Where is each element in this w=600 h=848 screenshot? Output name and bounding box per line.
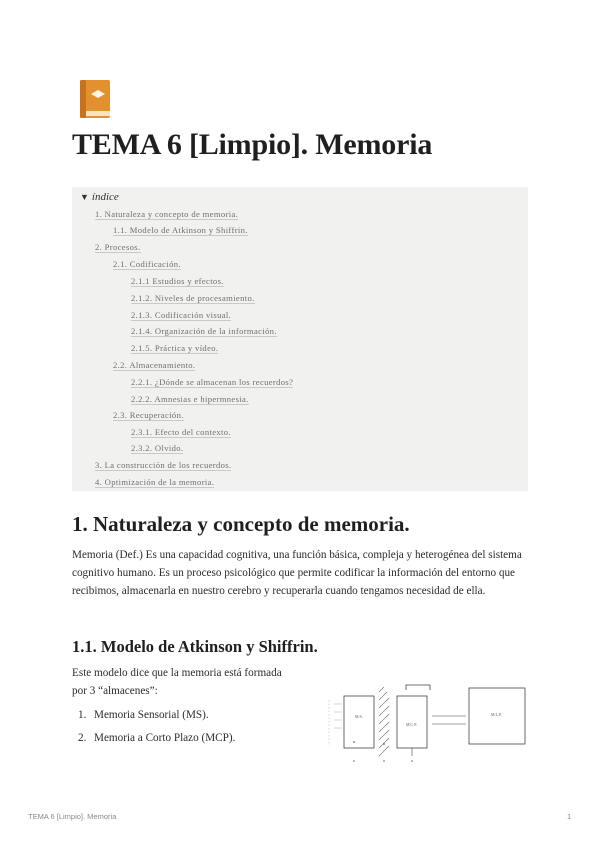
toc-link[interactable]: 2.1.2. Niveles de procesamiento. <box>131 293 255 303</box>
toc-link[interactable]: 2.3.1. Efecto del contexto. <box>131 427 231 437</box>
toc-link[interactable]: 2.1.5. Práctica y vídeo. <box>131 343 219 353</box>
toc-link[interactable]: 2.1.3. Codificación visual. <box>131 310 232 320</box>
toc-link[interactable]: 2.3.2. Olvido. <box>131 443 184 453</box>
list-item: 2. Memoria a Corto Plazo (MCP). <box>78 732 236 744</box>
diagram-box-mcp: M.C.P. <box>406 722 418 727</box>
page-title: TEMA 6 [Limpio]. Memoria <box>72 128 433 161</box>
toc-link[interactable]: 2.1. Codificación. <box>113 259 181 269</box>
toc-link[interactable]: 2.1.1 Estudios y efectos. <box>131 276 224 286</box>
toc-link[interactable]: 3. La construcción de los recuerdos. <box>95 460 232 470</box>
toc-summary-label: índice <box>91 191 119 203</box>
toc-link[interactable]: 2.2.1. ¿Dónde se almacenan los recuerdos? <box>131 377 294 387</box>
table-of-contents <box>72 187 528 491</box>
toc-link[interactable]: 1.1. Modelo de Atkinson y Shiffrin. <box>113 225 248 235</box>
subsection-heading: 1.1. Modelo de Atkinson y Shiffrin. <box>72 637 318 656</box>
list-item: 1. Memoria Sensorial (MS). <box>78 709 209 721</box>
triangle-down-icon: ▼ <box>80 192 89 202</box>
toc-link[interactable]: 2. Procesos. <box>95 242 141 252</box>
diagram-box-ms: M.S. <box>355 714 363 719</box>
memory-stores-list <box>72 706 235 752</box>
subsection-lead: Este modelo dice que la memoria está formada por 3 “almacenes”: <box>72 667 282 697</box>
diagram-box-mlp: M.L.P. <box>491 712 502 717</box>
toc-link[interactable]: 2.3. Recuperación. <box>113 410 184 420</box>
toc-link[interactable]: 2.2.2. Amnesias e hipermnesia. <box>131 394 249 404</box>
footer-title: TEMA 6 [Limpio]. Memoria <box>28 812 117 821</box>
section-paragraph: Memoria (Def.) Es una capacidad cognitiva, una función básica, compleja y heterogénea del sistema cognitivo humano. Es un proceso psicológico que permite codificar la información del entorno que recibimos, almacenarla en nuestro cerebro y recuperarla cuando tengamos necesidad de ella. <box>72 549 522 598</box>
atkinson-shiffrin-diagram <box>322 682 532 764</box>
footer-page-number: 1 <box>567 812 572 821</box>
section-heading: 1. Naturaleza y concepto de memoria. <box>72 512 410 536</box>
toc-link[interactable]: 1. Naturaleza y concepto de memoria. <box>95 209 239 219</box>
book-icon <box>78 79 112 119</box>
toc-link[interactable]: 4. Optimización de la memoria. <box>95 477 215 487</box>
toc-toggle[interactable] <box>80 191 119 203</box>
toc-link[interactable]: 2.1.4. Organización de la información. <box>131 326 277 336</box>
toc-link[interactable]: 2.2. Almacenamiento. <box>113 360 196 370</box>
